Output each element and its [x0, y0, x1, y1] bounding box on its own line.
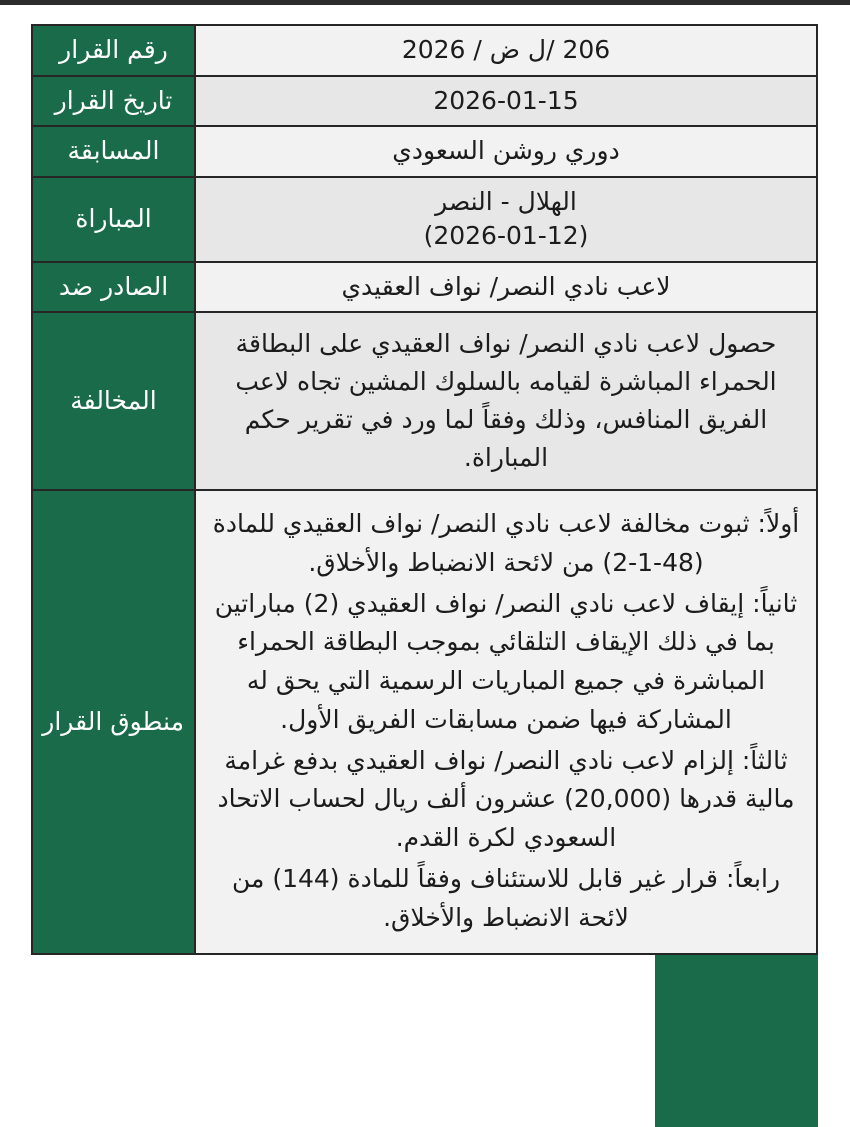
- table-row-violation: [32, 312, 817, 490]
- decision-date-label: تاريخ القرار: [32, 76, 195, 127]
- table-row-decision-number: [32, 25, 817, 76]
- table-row-ruling: [32, 490, 817, 954]
- top-edge-band: [0, 0, 850, 5]
- match-teams: الهلال - النصر: [435, 186, 577, 216]
- decision-date-value: 2026-01-15: [195, 76, 817, 127]
- issued-against-label: الصادر ضد: [32, 262, 195, 313]
- violation-value: حصول لاعب نادي النصر/ نواف العقيدي على البطاقة الحمراء المباشرة لقيامه بالسلوك المشين تجاه لاعب الفريق المنافس، وذلك وفقاً لما ورد في تقرير حكم المباراة.: [195, 312, 817, 490]
- competition-value: دوري روشن السعودي: [195, 126, 817, 177]
- ruling-clause-2: ثانياً: إيقاف لاعب نادي النصر/ نواف العقيدي (2) مباراتين بما في ذلك الإيقاف التلقائي بموجب البطاقة الحمراء المباشرة في جميع المباريات الرسمية التي يحق له المشاركة فيها ضمن مسابقات الفريق الأول.: [214, 588, 798, 734]
- table-row-match: [32, 177, 817, 262]
- issued-against-value: لاعب نادي النصر/ نواف العقيدي: [195, 262, 817, 313]
- table-row-competition: [32, 126, 817, 177]
- match-label: المباراة: [32, 177, 195, 262]
- violation-label: المخالفة: [32, 312, 195, 490]
- decision-number-label: رقم القرار: [32, 25, 195, 76]
- ruling-clause-4: رابعاً: قرار غير قابل للاستئناف وفقاً للمادة (144) من لائحة الانضباط والأخلاق.: [231, 863, 781, 932]
- ruling-value: [195, 490, 817, 954]
- ruling-label: منطوق القرار: [32, 490, 195, 954]
- decision-number-value: 206 /ل ض / 2026: [195, 25, 817, 76]
- table-row-issued-against: [32, 262, 817, 313]
- competition-label: المسابقة: [32, 126, 195, 177]
- match-value: [195, 177, 817, 262]
- ruling-clause-3: ثالثاً: إلزام لاعب نادي النصر/ نواف العقيدي بدفع غرامة مالية قدرها (20,000) عشرون ألف ريال لحساب الاتحاد السعودي لكرة القدم.: [217, 745, 795, 852]
- decision-sheet: [31, 24, 818, 955]
- ruling-clause-1: أولاً: ثبوت مخالفة لاعب نادي النصر/ نواف العقيدي للمادة (48-1-2) من لائحة الانضباط والأخلاق.: [212, 509, 800, 577]
- table-row-decision-date: [32, 76, 817, 127]
- match-date: (2026-01-12): [423, 221, 589, 250]
- disciplinary-decision-table: [31, 24, 818, 955]
